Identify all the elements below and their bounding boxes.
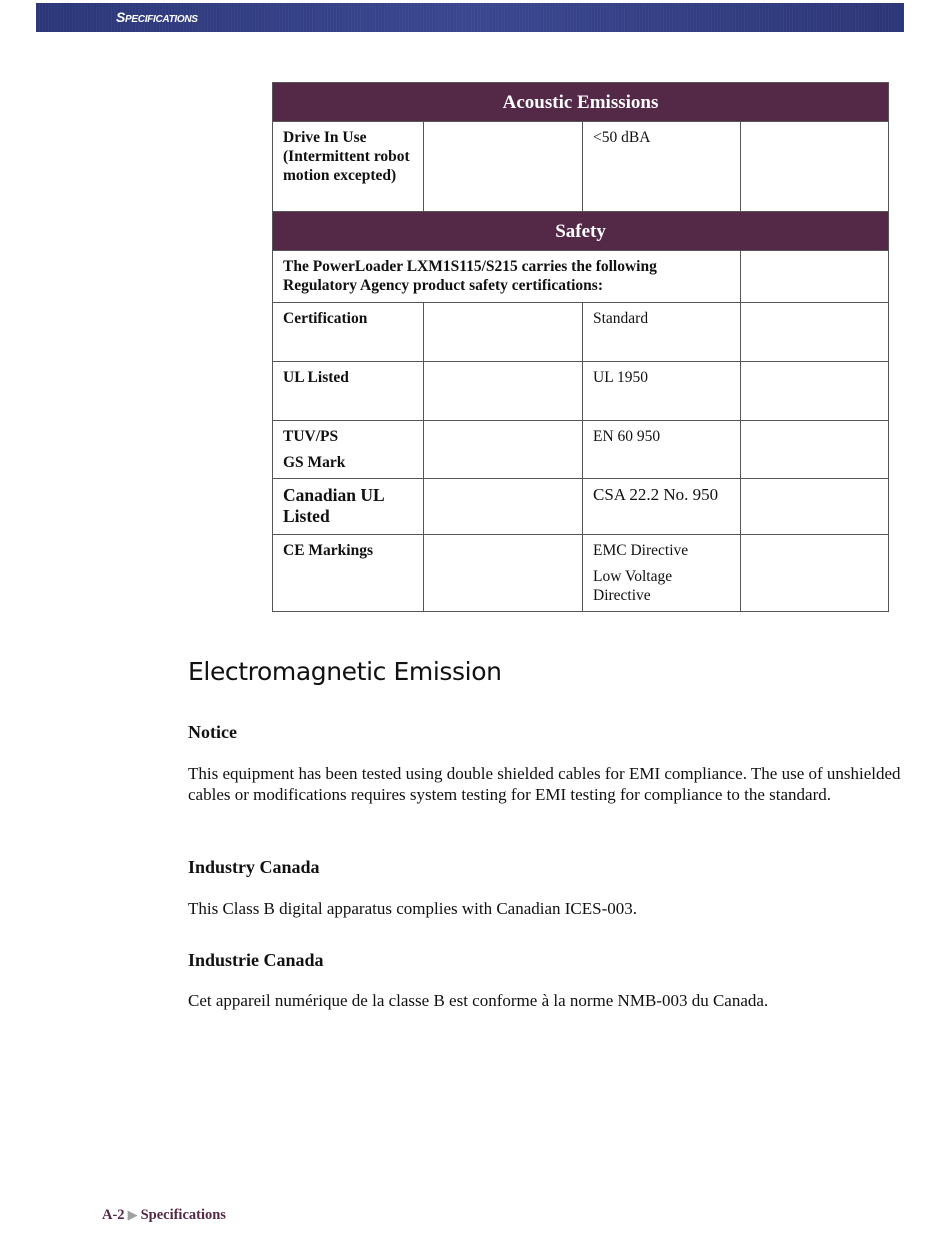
table-row [273, 535, 889, 612]
safety-intro: The PowerLoader LXM1S115/S215 carries the following Regulatory Agency product safety certifications: [273, 251, 741, 303]
notice-heading: Notice [188, 722, 237, 742]
standard-value-line2: Low Voltage Directive [593, 568, 673, 604]
empty-cell [741, 122, 889, 212]
certification-name-line1: TUV/PS [283, 428, 339, 445]
empty-cell [424, 479, 583, 535]
footer-section-label: Specifications [140, 1207, 226, 1223]
table-row [273, 362, 889, 421]
empty-cell [741, 362, 889, 421]
standard-value: EN 60 950 [583, 421, 741, 479]
table-row [273, 251, 889, 303]
header-title: Specifications [116, 9, 198, 25]
specifications-table [272, 82, 889, 612]
empty-cell [741, 479, 889, 535]
certification-header: Certification [273, 303, 424, 362]
empty-cell [424, 122, 583, 212]
certification-name: CE Markings [273, 535, 424, 612]
drive-in-use-value: <50 dBA [583, 122, 741, 212]
certification-name-line2: GS Mark [283, 454, 346, 471]
standard-value: CSA 22.2 No. 950 [583, 479, 741, 535]
industrie-canada-heading: Industrie Canada [188, 950, 324, 970]
industrie-canada-text: Cet appareil numérique de la classe B est conforme à la norme NMB-003 du Canada. [188, 991, 769, 1010]
empty-cell [424, 421, 583, 479]
table-row [273, 421, 889, 479]
standard-value-line1: EMC Directive [593, 542, 689, 559]
table-row [273, 303, 889, 362]
page-number: A-2 [102, 1207, 125, 1223]
industry-canada-heading: Industry Canada [188, 857, 320, 877]
standard-value: UL 1950 [583, 362, 741, 421]
page-footer [102, 1207, 226, 1224]
empty-cell [424, 303, 583, 362]
certification-name: UL Listed [273, 362, 424, 421]
certification-name: Canadian UL Listed [273, 479, 424, 535]
notice-text: This equipment has been tested using double shielded cables for EMI compliance. The use of unshielded cables or modifications requires system testing for EMI testing for compliance to the standard. [188, 764, 901, 804]
certification-name [273, 421, 424, 479]
drive-in-use-label: Drive In Use (Intermittent robot motion excepted) [273, 122, 424, 212]
standard-value [583, 535, 741, 612]
empty-cell [741, 251, 889, 303]
acoustic-emissions-title: Acoustic Emissions [273, 83, 889, 122]
empty-cell [424, 535, 583, 612]
empty-cell [424, 362, 583, 421]
empty-cell [741, 535, 889, 612]
safety-header-row [273, 212, 889, 251]
industry-canada-text: This Class B digital apparatus complies with Canadian ICES-003. [188, 899, 638, 918]
arrow-right-icon: ▶ [127, 1207, 138, 1222]
safety-title: Safety [273, 212, 889, 251]
standard-header: Standard [583, 303, 741, 362]
section-title: Electromagnetic Emission [188, 657, 502, 686]
table-row [273, 122, 889, 212]
empty-cell [741, 421, 889, 479]
empty-cell [741, 303, 889, 362]
page-header-band [36, 3, 904, 32]
table-row [273, 479, 889, 535]
acoustic-header-row [273, 83, 889, 122]
